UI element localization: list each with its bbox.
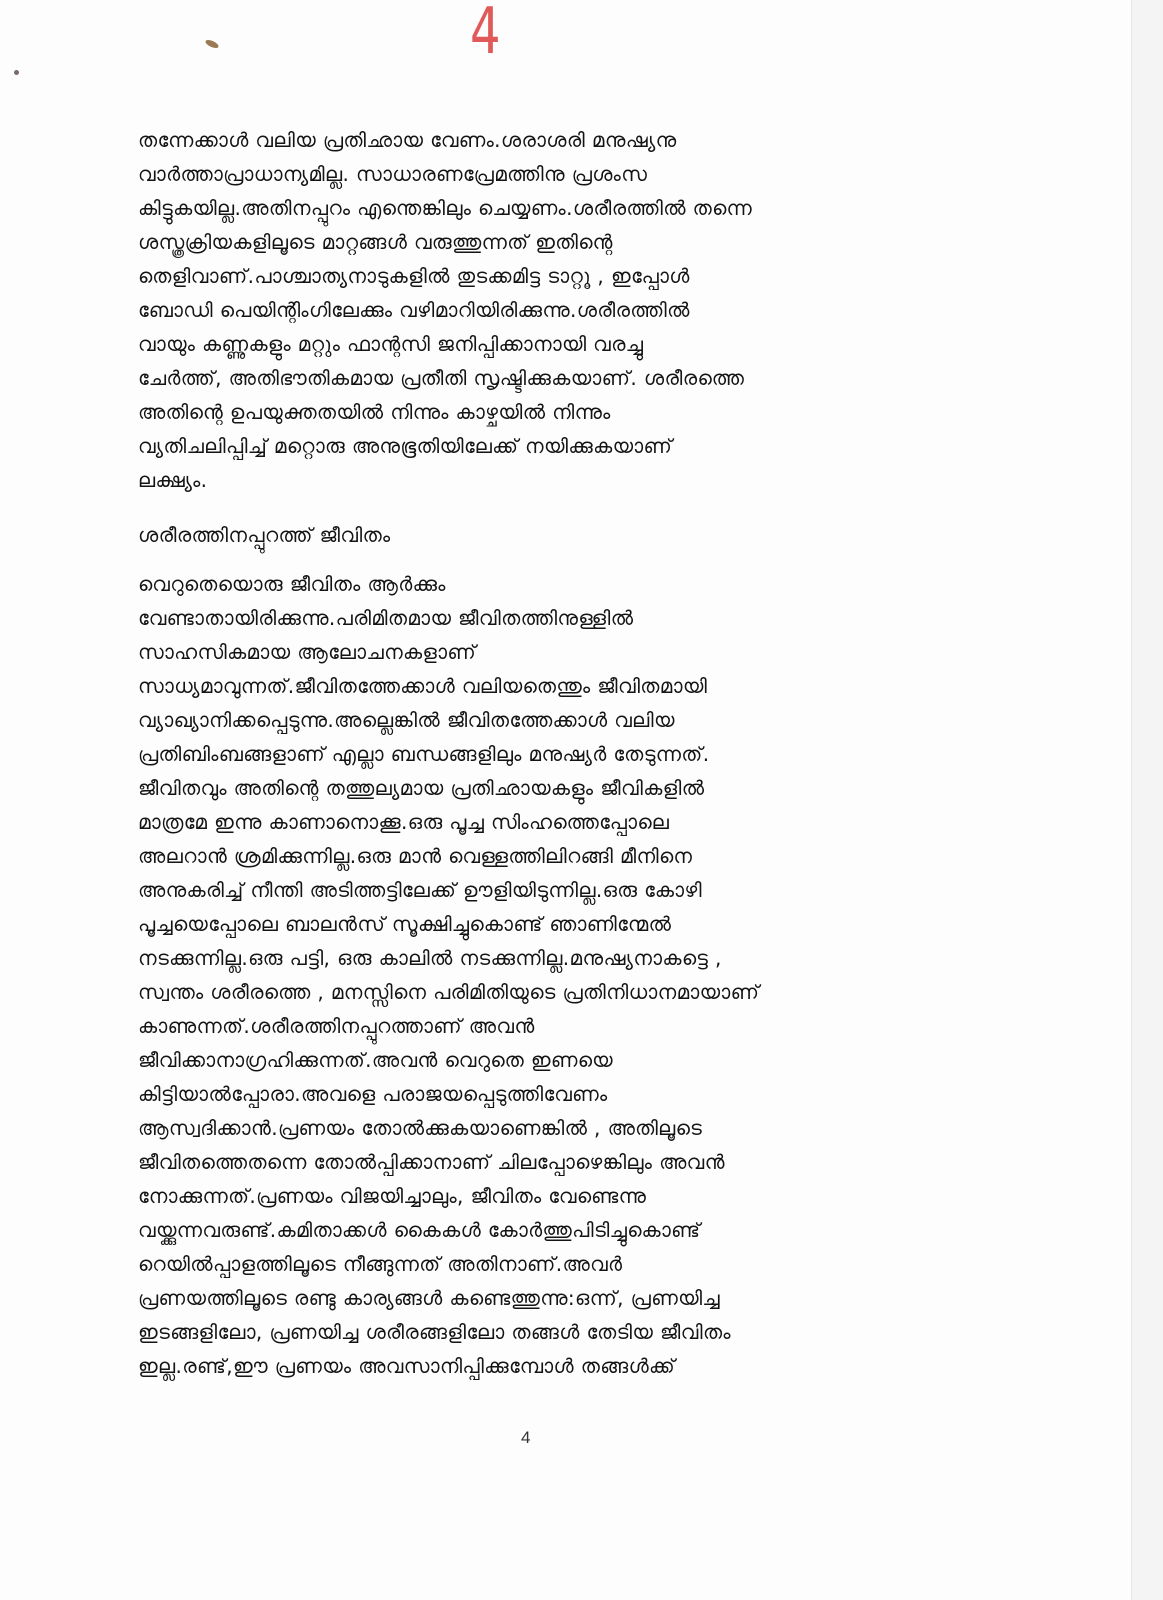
page-number: 4 (521, 1428, 531, 1447)
text-line: അതിന്റെ ഉപയുക്തതയിൽ നിന്നും കാഴ്ചയിൽ നിന്നും (138, 400, 611, 424)
text-line: ഇടങ്ങളിലോ, പ്രണയിച്ച ശരീരങ്ങളിലോ തങ്ങൾ തേടിയ ജീവിതം (138, 1320, 731, 1344)
text-line: ആസ്വദിക്കാൻ.പ്രണയം തോൽക്കുകയാണെങ്കിൽ , അതിലൂടെ (138, 1116, 703, 1140)
section-heading: ശരീരത്തിനപ്പുറത്ത് ജീവിതം (138, 523, 391, 547)
text-line: പ്രണയത്തിലൂടെ രണ്ടു കാര്യങ്ങൾ കണ്ടെത്തുന്നു:ഒന്ന്, പ്രണയിച്ച (138, 1286, 721, 1310)
text-line: തെളിവാണ്.പാശ്ചാത്യനാടുകളിൽ തുടക്കമിട്ട ടാറ്റൂ , ഇപ്പോൾ (138, 264, 690, 288)
scan-edge (1131, 0, 1163, 1600)
text-line: കാണുന്നത്.ശരീരത്തിനപ്പുറത്താണ് അവൻ (138, 1014, 535, 1038)
text-line: മാത്രമേ ഇന്നു കാണാനൊക്കൂ.ഒരു പൂച്ച സിംഹത്തെപ്പോലെ (138, 810, 670, 834)
text-line: സാധ്യമാവുന്നത്.ജീവിതത്തേക്കാൾ വലിയതെന്തും ജീവിതമായി (138, 674, 708, 698)
text-line: അനുകരിച്ച് നീന്തി അടിത്തട്ടിലേക്ക് ഊളിയിടുന്നില്ല.ഒരു കോഴി (138, 878, 702, 902)
text-line: സ്വന്തം ശരീരത്തെ , മനസ്സിനെ പരിമിതിയുടെ പ്രതിനിധാനമായാണ് (138, 980, 760, 1004)
text-line: ജീവിക്കാനാഗ്രഹിക്കുന്നത്.അവൻ വെറുതെ ഇണയെ (138, 1048, 613, 1072)
text-line: ബോഡി പെയിന്റിംഗിലേക്കും വഴിമാറിയിരിക്കുന്നു.ശരീരത്തിൽ (138, 298, 690, 322)
text-line: ഇല്ല.രണ്ട്,ഈ പ്രണയം അവസാനിപ്പിക്കുമ്പോൾ തങ്ങൾക്ക് (138, 1354, 676, 1378)
text-line: ചേർത്ത്, അതിഭൗതികമായ പ്രതീതി സൃഷ്ടിക്കുകയാണ്. ശരീരത്തെ (138, 366, 745, 390)
text-line: ജീവിതത്തെതന്നെ തോൽപ്പിക്കാനാണ് ചിലപ്പോഴെങ്കിലും അവൻ (138, 1150, 725, 1174)
text-line: വ്യതിചലിപ്പിച്ച് മറ്റൊരു അനുഭൂതിയിലേക്ക് നയിക്കുകയാണ് (138, 434, 673, 458)
text-line: വയ്ക്കുന്നവരുണ്ട്.കമിതാക്കൾ കൈകൾ കോർത്തുപിടിച്ചുകൊണ്ട് (138, 1218, 701, 1242)
text-line: വ്യാഖ്യാനിക്കപ്പെടുന്നു.അല്ലെങ്കിൽ ജീവിതത്തേക്കാൾ വലിയ (138, 708, 675, 732)
handwritten-page-mark: 4 (470, 0, 501, 69)
text-line: വേണ്ടാതായിരിക്കുന്നു.പരിമിതമായ ജീവിതത്തിനുള്ളിൽ (138, 606, 634, 630)
text-line: റെയിൽപ്പാളത്തിലൂടെ നീങ്ങുന്നത് അതിനാണ്.അവർ (138, 1252, 623, 1276)
text-line: അലറാൻ ശ്രമിക്കുന്നില്ല.ഒരു മാൻ വെള്ളത്തിലിറങ്ങി മീനിനെ (138, 844, 693, 868)
text-line: വെറുതെയൊരു ജീവിതം ആർക്കും (138, 572, 446, 596)
text-line: ലക്ഷ്യം. (138, 468, 208, 492)
text-line: ജീവിതവും അതിന്റെ തത്തുല്യമായ പ്രതിഛായകളും ജീവികളിൽ (138, 776, 705, 800)
text-line: പൂച്ചയെപ്പോലെ ബാലൻസ് സൂക്ഷിച്ചുകൊണ്ട് ഞാണിന്മേൽ (138, 912, 672, 936)
text-line: കിട്ടിയാൽപ്പോരാ.അവളെ പരാജയപ്പെടുത്തിവേണം (138, 1082, 608, 1106)
text-line: നോക്കുന്നത്.പ്രണയം വിജയിച്ചാലും, ജീവിതം വേണ്ടെന്നു (138, 1184, 647, 1208)
text-line: വായും കണ്ണുകളും മറ്റും ഫാന്റസി ജനിപ്പിക്കാനായി വരച്ചു (138, 332, 644, 356)
text-line: വാർത്താപ്രാധാന്യമില്ല. സാധാരണപ്രേമത്തിനു പ്രശംസ (138, 162, 648, 186)
text-line: നടക്കുന്നില്ല.ഒരു പട്ടി, ഒരു കാലിൽ നടക്കുന്നില്ല.മനുഷ്യനാകട്ടെ , (138, 946, 722, 970)
scan-speck (204, 38, 219, 49)
text-line: തന്നേക്കാൾ വലിയ പ്രതിഛായ വേണം.ശരാശരി മനുഷ്യനു (138, 128, 677, 152)
text-line: പ്രതിബിംബങ്ങളാണ് എല്ലാ ബന്ധങ്ങളിലും മനുഷ്യർ തേടുന്നത്. (138, 742, 710, 766)
text-line: കിട്ടുകയില്ല.അതിനപ്പുറം എന്തെങ്കിലും ചെയ്യണം.ശരീരത്തിൽ തന്നെ (138, 196, 753, 220)
text-line: സാഹസികമായ ആലോചനകളാണ് (138, 640, 477, 664)
text-line: ശസ്ത്രക്രിയകളിലൂടെ മാറ്റങ്ങൾ വരുത്തുന്നത് ഇതിന്റെ (138, 230, 613, 254)
scan-speck (14, 70, 19, 75)
